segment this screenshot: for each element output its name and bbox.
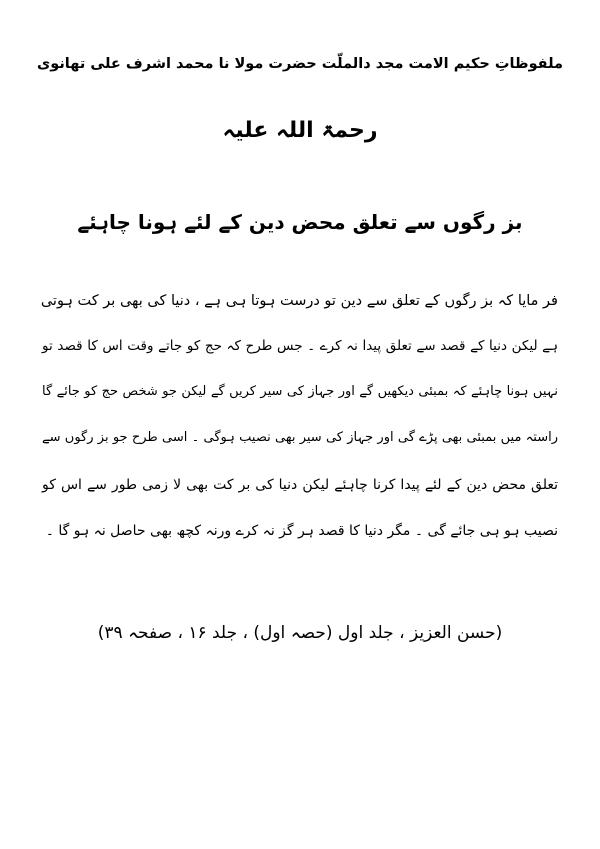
body-text-line: ہے لیکن دنیا کے قصد سے تعلق پیدا نہ کرے ۔ جس طرح کہ حج کو جاتے وقت اس کا قصد تو (42, 338, 558, 354)
source-reference: (حسن العزیز ، جلد اول (حصہ اول) ، جلد ۱۶ ، صفحہ ۳۹) (97, 623, 503, 643)
body-text-line: نہیں ہونا چاہئے کہ بمبئی دیکھیں گے اور جہاز کی سیر کریں گے لیکن جو شخص حج کو جائے گا (42, 384, 558, 399)
body-text-line: نصیب ہو ہی جائے گی ۔ مگر دنیا کا قصد ہر گز نہ کرے ورنہ کچھ بھی حاصل نہ ہو گا ۔ (45, 523, 558, 539)
document-title-line-2: رحمۃ اللہ علیہ (222, 118, 378, 143)
document-title-line-1: ملفوظاتِ حکیم الامت مجد دالملّت حضرت مولا نا محمد اشرف علی تھانوی (36, 56, 564, 72)
section-heading: بز رگوں سے تعلق محض دین کے لئے ہونا چاہئے (77, 210, 523, 234)
body-text-line: تعلق محض دین کے لئے پیدا کرنا چاہئے لیکن دنیا کی بر کت بھی لا زمی طور سے اس کو (42, 477, 558, 493)
body-text-line: فر مایا کہ بز رگوں کے تعلق سے دین تو درست ہوتا ہی ہے ، دنیا کی بھی بر کت ہوتی (40, 293, 558, 309)
body-text-line: راستہ میں بمبئی بھی پڑے گی اور جہاز کی سیر بھی نصیب ہوگی ۔ اسی طرح جو بز رگوں سے (42, 430, 558, 445)
